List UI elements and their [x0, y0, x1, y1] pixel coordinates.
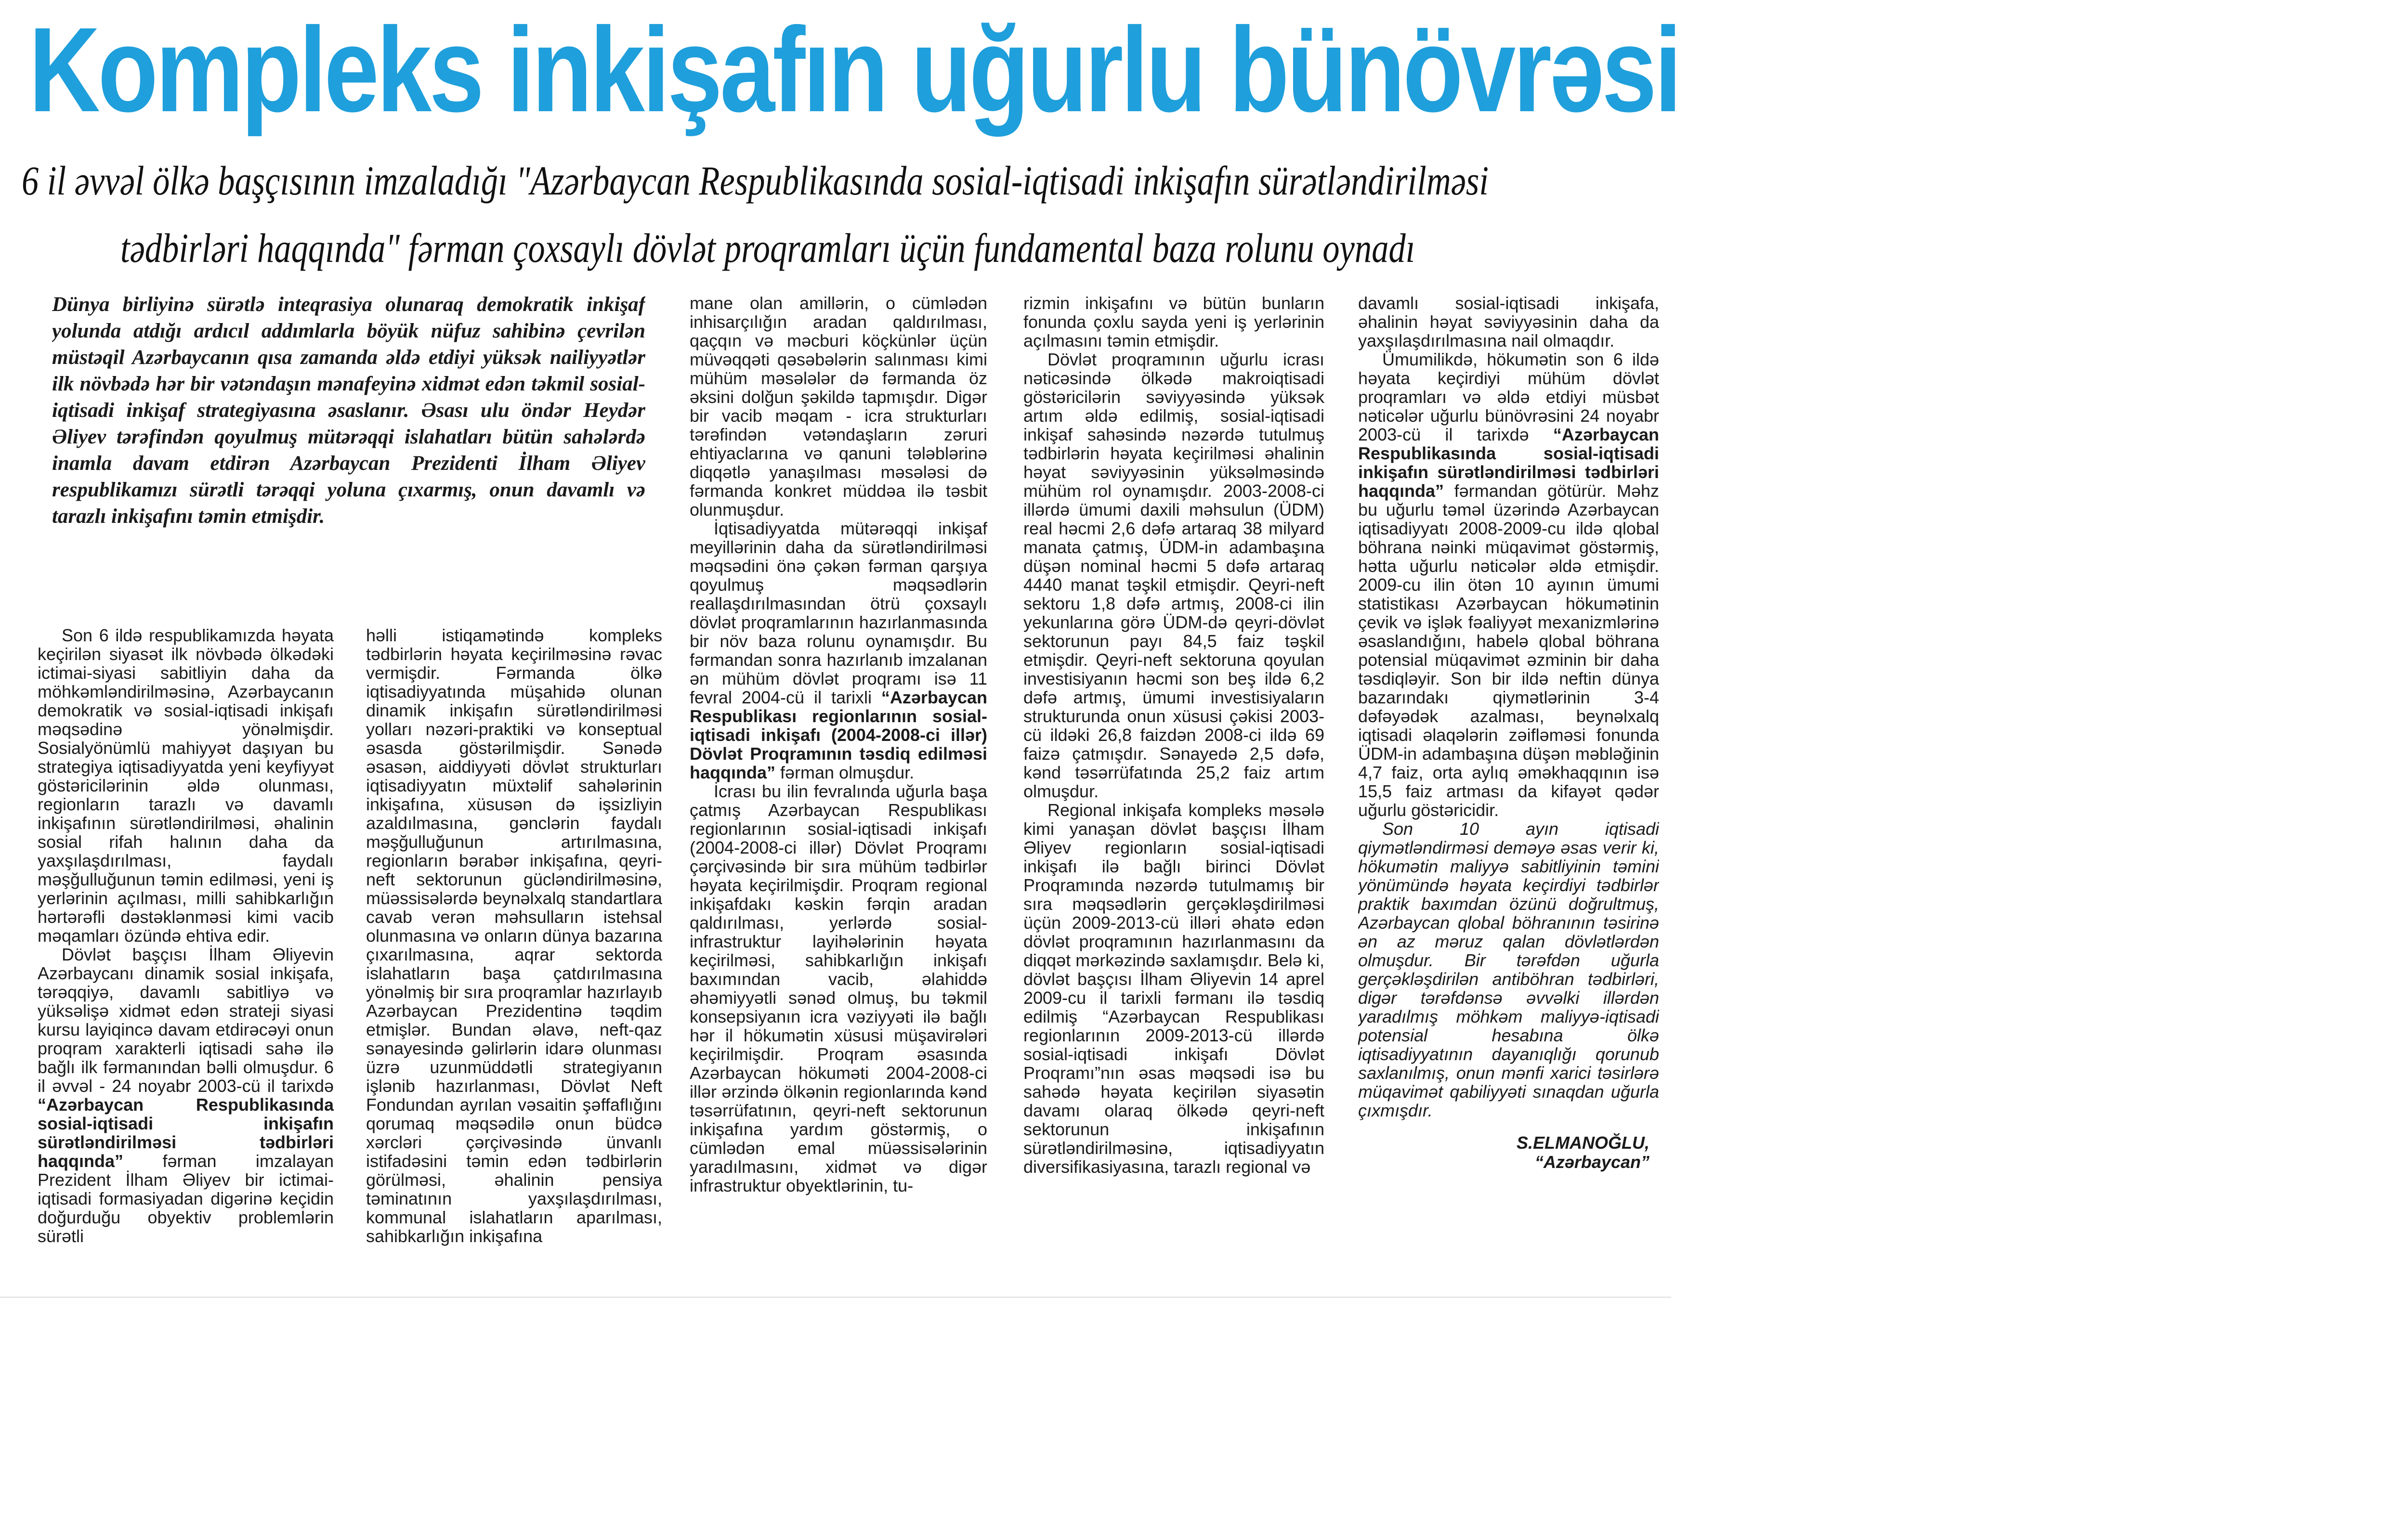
decree-title-bold: “Azərbaycan Respublikasında sosial-iqtisadi inkişafın sürətləndirilməsi tədbirləri haqqında” — [1358, 425, 1659, 501]
closing-block — [1358, 819, 1659, 1120]
column-5-paragraph-1: davamlı sosial-iqtisadi inkişafa, əhalinin həyat səviyyəsinin daha da yaxşılaşdırılmasına nail olmaqdır. — [1358, 294, 1659, 350]
paragraph-text: fərman imzalayan Prezident İlham Əliyev bir ictimai-iqtisadi formasiyadan digərinə keçidin doğurduğu obyektiv problemlərin sürətli — [38, 1151, 334, 1246]
column-5-paragraph-3: Son 10 ayın iqtisadi qiymətləndirməsi deməyə əsas verir ki, hökumətin maliyyə sabitliyinin təmini yönümündə həyata keçirdiyi tədbirlər praktik baxımdan özünü doğrultmuş, Azərbaycan qlobal böhranının təsirinə ən az məruz qalan dövlətlərdən olmuşdur. Bir tərəfdən uğurla gerçəkləşdirilən antiböhran tədbirləri, digər tərəfdənsə əvvəlki illərdən yaradılmış möhkəm maliyyə-iqtisadi potensial hesabına ölkə iqtisadiyyatının dayanıqlığı qorunub saxlanılmış, onun mənfi xarici təsirlərə müqavimət qabiliyyəti sınaqdan uğurla çıxmışdır. — [1358, 819, 1659, 1120]
column-4-paragraph-1: rizmin inkişafını və bütün bunların fonunda çoxlu sayda yeni iş yerlərinin açılmasını təmin etmişdir. — [1023, 294, 1324, 350]
paragraph-text: fərmandan götürür. Məhz bu uğurlu təməl üzərində Azərbaycan iqtisadiyyatı 2008-2009-cu ildə qlobal böhrana nəinki müqavimət göstərmiş, hətta uğurlu nəticələr əldə etmişdir. 2009-cu ilin ötən 10 ayının ümumi statistikası Azərbaycan hökumətinin çevik və işlək fəaliyyət mexanizmlərinə əsaslandığını, habelə qlobal böhrana potensial müqavimət əzminin bir daha təsdiqləyir. Son bir ildə neftin dünya bazarındakı qiymətlərinin 3-4 dəfəyədək azalması, beynəlxalq iqtisadi əlaqələrin zəifləməsi fonunda ÜDM-in adambaşına düşən məbləğinin 4,7 faiz, orta aylıq əməkhaqqının isə 15,5 faiz artması da kifayət qədər uğurlu göstəricidir. — [1358, 481, 1659, 820]
column-3-paragraph-3: İcrası bu ilin fevralında uğurla başa çatmış Azərbaycan Respublikası regionlarının sosial-iqtisadi inkişafı (2004-2008-ci illər) Dövlət Proqramı çərçivəsində bir sıra mühüm tədbirlər həyata keçirilmişdir. Proqram regional inkişafdakı kəskin fərqin aradan qaldırılması, yerlərdə sosial-infrastruktur layihələrinin həyata keçirilməsi, sahibkarlığın inkişafı baxımından vacib, əlahiddə əhəmiyyətli sənəd olmuş, bu təkmil konsepsiyanın icra vəziyyəti ilə bağlı hər il hökumətin xüsusi müşavirələri keçirilmişdir. Proqram əsasında Azərbaycan hökuməti 2004-2008-ci illər ərzində ölkənin regionlarında kənd təsərrüfatının, qeyri-neft sektorunun inkişafına yardım göstərmiş, o cümlədən emal müəssisələrinin yaradılmasını, xidmət və digər infrastruktur obyektlərinin, tu- — [690, 781, 987, 1195]
text-column-3 — [690, 294, 987, 1290]
article-lead-paragraph: Dünya birliyinə sürətlə inteqrasiya olunaraq demokratik inkişaf yolunda atdığı ardıcıl addımlarla böyük nüfuz sahibinə çevrilən müstəqil Azərbaycanın qısa zamanda əldə etdiyi yüksək nailiyyətlər ilk növbədə hər bir vətəndaşın mənafeyinə xidmət edən təkmil sosial-iqtisadi inkişaf strategiyasına əsaslanır. Əsası ulu öndər Heydər Əliyev tərəfindən qoyulmuş mütərəqqi islahatları bütün sahələrdə inamla davam etdirən Azərbaycan Prezidenti İlham Əliyev respublikamızı sürətli tərəqqi yoluna çıxarmış, onun davamlı və tarazlı inkişafını təmin etmişdir. — [52, 293, 645, 528]
article-subtitle-line-2: tədbirləri haqqında" fərman çoxsaylı dövlət proqramları üçün fundamental baza rolunu oynadı — [120, 225, 1415, 271]
column-3-paragraph-2 — [690, 519, 987, 782]
decree-title-bold: “Azərbaycan Respublikasında sosial-iqtisadi inkişafın sürətləndirilməsi tədbirləri haqqında” — [38, 1095, 334, 1171]
column-1-paragraph-1: Son 6 ildə respublikamızda həyata keçirilən siyasət ilk növbədə ölkədəki ictimai-siyasi sabitliyin daha da möhkəmləndirilməsinə, Azərbaycanın demokratik və sosial-iqtisadi inkişafı məqsədinə yönəlmişdir. Sosialyönümlü mahiyyət daşıyan bu strategiya iqtisadiyyatda yeni keyfiyyət göstəricilərinin əldə olunması, regionların tarazlı və davamlı inkişafının sürətləndirilməsi, əhalinin sosial rifah halının daha da yaxşılaşdırılması, faydalı məşğulluğunun təmin edilməsi, yeni iş yerlərinin açılması, milli sahibkarlığın hərtərəfli dəstəklənməsi kimi vacib məqamları özündə ehtiva edir. — [38, 626, 334, 946]
column-4-paragraph-3: Regional inkişafa kompleks məsələ kimi yanaşan dövlət başçısı İlham Əliyev regionların sosial-iqtisadi inkişafı ilə bağlı birinci Dövlət Proqramında nəzərdə tutulmamış bir sıra məqsədlərin gerçəkləşdirilməsi üçün 2009-2013-cü illəri əhatə edən dövlət proqramının hazırlanmasını da diqqət mərkəzində saxlamışdır. Belə ki, dövlət başçısı İlham Əliyevin 14 aprel 2009-cu il tarixli fərmanı ilə təsdiq edilmiş “Azərbaycan Respublikası regionlarının 2009-2013-cü illərdə sosial-iqtisadi inkişafı Dövlət Proqramı”nın əsas məqsədi isə bu sahədə həyata keçirilən siyasətin davamı olaraq ölkədə qeyri-neft sektorunun inkişafının sürətləndirilməsinə, iqtisadiyyatın diversifikasiyasına, tarazlı regional və — [1023, 800, 1324, 1177]
text-column-1 — [38, 626, 334, 1290]
paragraph-text: İqtisadiyyatda mütərəqqi inkişaf meyillərinin daha da sürətləndirilməsi məqsədini önə çəkən fərman qarşıya qoyulmuş məqsədlərin reallaşdırılmasından ötrü çoxsaylı dövlət proqramlarının hazırlanmasında bir növ baza rolunu oynamışdır. Bu fərmandan sonra hazırlanıb imzalanan ən mühüm dövlət proqramı isə 11 fevral 2004-cü il tarixli — [690, 519, 987, 707]
article-headline: Kompleks inkişafın uğurlu bünövrəsi — [29, 2, 1680, 137]
column-5-paragraph-2 — [1358, 350, 1659, 819]
column-3-paragraph-1: mane olan amillərin, o cümlədən inhisarçılığın aradan qaldırılması, qaçqın və məcburi köçkünlər üçün müvəqqəti qəsəbələrin salınması kimi mühüm məsələlər də fərmanda öz əksini dolğun şəkildə tapmışdır. Digər bir vacib məqam - icra strukturları tərəfindən vətəndaşların zəruri ehtiyaclarına və qanuni tələblərinə diqqətlə yanaşılması məsələsi də fərmanda konkret müddəa ilə təsbit olunmuşdur. — [690, 294, 987, 519]
paragraph-text: Ümumilikdə, hökumətin son 6 ildə həyata keçirdiyi mühüm dövlət proqramları və əldə etdiyi müsbət nəticələr uğurlu bünövrəsini 24 noyabr 2003-cü il tarixdə — [1358, 350, 1659, 444]
text-column-5 — [1358, 294, 1659, 1290]
article-subtitle-line-1: 6 il əvvəl ölkə başçısının imzaladığı "Azərbaycan Respublikasında sosial-iqtisadi inkişafın sürətləndirilməsi — [22, 157, 1489, 204]
author-name: S.ELMANOĞLU, — [1517, 1133, 1649, 1153]
program-title-bold: “Azərbaycan Respublikası regionlarının sosial-iqtisadi inkişafı (2004-2008-ci illər) Dövlət Proqramının təsdiq edilməsi haqqında” — [690, 688, 987, 782]
paragraph-text: Dövlət başçısı İlham Əliyevin Azərbaycanı dinamik sosial inkişafa, tərəqqiyə, davamlı sabitliyə və yüksəlişə xidmət edən strateji siyasi kursu layiqincə davam etdirəcəyi onun proqram xarakterli iqtisadi sahə ilə bağlı ilk fərmanından bəlli olmuşdur. 6 il əvvəl - 24 noyabr 2003-cü il tarixdə — [38, 945, 334, 1096]
bottom-rule-divider — [0, 1297, 1671, 1298]
column-4-paragraph-2: Dövlət proqramının uğurlu icrası nəticəsində ölkədə makroiqtisadi göstəricilərin səviyyəsində yüksək artım əldə edilmiş, sosial-iqtisadi inkişaf sahəsində nəzərdə tutulmuş tədbirlərin həyata keçirilməsi əhalinin həyat səviyyəsinin yüksəlməsində mühüm rol oynamışdır. 2003-2008-ci illərdə ümumi daxili məhsulun (ÜDM) real həcmi 2,6 dəfə artaraq 38 milyard manata çatmış, ÜDM-in adambaşına düşən nominal həcmi 5 dəfə artaraq 4440 manat təşkil etmişdir. Qeyri-neft sektoru 1,8 dəfə artmış, 2008-ci ilin yekunlarına görə ÜDM-də qeyri-dövlət sektorunun payı 84,5 faiz təşkil etmişdir. Qeyri-neft sektoruna qoyulan investisiyanın həcmi son beş ildə 6,2 dəfə artmış, ümumi investisiyaların strukturunda onun xüsusi çəkisi 2003-cü ildəki 26,8 faizdən 2008-ci ildə 69 faizə çatmışdır. Sənayedə 2,5 dəfə, kənd təsərrüfatında 25,2 faiz artım olmuşdur. — [1023, 350, 1324, 801]
paragraph-text: fərman olmuşdur. — [775, 763, 915, 782]
newspaper-name: “Azərbaycan” — [1534, 1152, 1649, 1172]
column-1-paragraph-2 — [38, 945, 334, 1246]
column-2-paragraph-1: həlli istiqamətində kompleks tədbirlərin həyata keçirilməsinə rəvac vermişdir. Fərmanda ölkə iqtisadiyyatında müşahidə olunan dinamik inkişafın sürətləndirilməsi yolları nəzəri-praktiki və konseptual əsasda göstərilmişdir. Sənədə əsasən, aiddiyyəti dövlət strukturları iqtisadiyyatın müxtəlif sahələrinin inkişafına, xüsusən də işsizliyin azaldılmasına, gənclərin faydalı məşğulluğunun artırılmasına, regionların bərabər inkişafına, qeyri-neft sektorunun gücləndirilməsinə, müəssisələrdə beynəlxalq standartlara cavab verən məhsulların istehsal olunmasına və onların dünya bazarına çıxarılmasına, aqrar sektorda islahatların başa çatdırılmasına yönəlmiş bir sıra proqramlar hazırlayıb Azərbaycan Prezidentinə təqdim etmişlər. Bundan əlavə, neft-qaz sənayesində gəlirlərin idarə olunması üzrə uzunmüddətli strategiyanın işlənib hazırlanması, Dövlət Neft Fondundan ayrılan vəsaitin şəffaflığını qorumaq məqsədilə onun büdcə xərcləri çərçivəsində ünvanlı istifadəsini təmin edən tədbirlərin görülməsi, əhalinin pensiya təminatının yaxşılaşdırılması, kommunal islahatların aparılması, sahibkarlığın inkişafına — [366, 626, 662, 1246]
author-byline — [1358, 1133, 1659, 1172]
text-column-2 — [366, 626, 662, 1290]
text-column-4 — [1023, 294, 1324, 1290]
